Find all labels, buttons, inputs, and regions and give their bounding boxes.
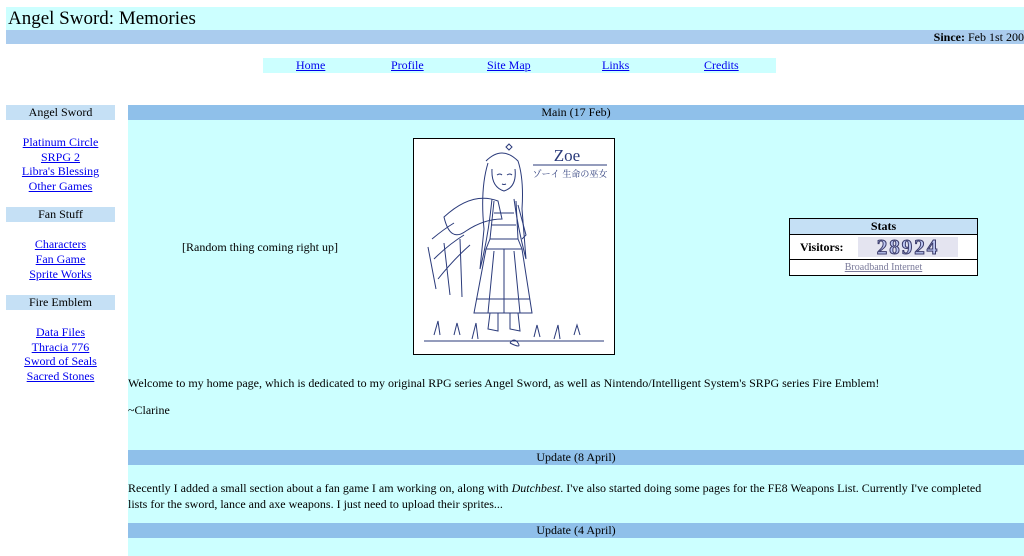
since-label: Since:	[933, 30, 965, 44]
update-8-april-text-end: . I've also started doing some pages for the FE8 Weapons List. Currently I've completed lists for the sword, lance and axe weapons. I just need to upload their sprites...	[128, 481, 982, 511]
sidebar-group-fan-stuff	[6, 222, 115, 295]
sidebar-link-data-files[interactable]: Data Files	[36, 325, 85, 340]
top-nav	[263, 58, 776, 73]
visitor-count-text: 28924	[876, 237, 940, 257]
sidebar-link-sprite-works[interactable]: Sprite Works	[29, 266, 92, 281]
visitor-counter	[858, 237, 958, 257]
section-header-update-4-april: Update (4 April)	[128, 523, 1024, 538]
nav-link-credits[interactable]: Credits	[704, 58, 739, 72]
welcome-text: Welcome to my home page, which is dedicated to my original RPG series Angel Sword, as well as Nintendo/Intelligent System's SRPG series Fire Emblem!	[128, 376, 880, 390]
sidebar-link-sword-of-seals[interactable]: Sword of Seals	[24, 354, 97, 369]
stats-title: Stats	[790, 219, 977, 235]
update-8-april-text-start: Recently I added a small section about a fan game I am working on, along with	[128, 481, 512, 495]
stats-box	[789, 218, 978, 276]
visitors-label: Visitors:	[800, 240, 844, 254]
zoe-name-text: Zoe	[553, 146, 581, 165]
since-bar	[6, 30, 1024, 44]
nav-link-site-map[interactable]: Site Map	[487, 58, 531, 72]
sidebar-link-fan-game[interactable]: Fan Game	[35, 251, 86, 266]
zoe-subtitle-text: ゾーイ 生命の巫女	[532, 170, 608, 180]
nav-link-home[interactable]: Home	[296, 58, 326, 72]
sidebar-group-fire-emblem	[6, 310, 115, 397]
random-thing-text: [Random thing coming right up]	[182, 240, 338, 254]
stats-footer	[790, 260, 977, 276]
sidebar-link-thracia-776[interactable]: Thracia 776	[31, 339, 90, 354]
site-title: Angel Sword: Memories	[6, 7, 1024, 30]
dutchbest-italic: Dutchbest	[511, 481, 561, 495]
nav-link-links[interactable]: Links	[602, 58, 630, 72]
sidebar-link-other-games[interactable]: Other Games	[28, 178, 93, 193]
nav-link-profile[interactable]: Profile	[391, 58, 424, 72]
sidebar-header-fan-stuff: Fan Stuff	[6, 207, 115, 222]
sidebar	[6, 105, 115, 398]
sidebar-link-platinum-circle[interactable]: Platinum Circle	[22, 135, 99, 149]
main-content	[128, 105, 1024, 556]
character-drawing	[413, 138, 615, 355]
sidebar-link-libras-blessing[interactable]: Libra's Blessing	[21, 164, 100, 179]
broadband-internet-link[interactable]: Broadband Internet	[844, 262, 923, 273]
zoe-sketch-image	[414, 139, 614, 354]
sidebar-header-angel-sword: Angel Sword	[6, 105, 115, 120]
section-header-main: Main (17 Feb)	[128, 105, 1024, 120]
signature-text: ~Clarine	[128, 403, 170, 417]
sidebar-group-angel-sword	[6, 120, 115, 207]
since-date: Feb 1st 200	[967, 30, 1024, 44]
sidebar-header-fire-emblem: Fire Emblem	[6, 295, 115, 310]
sidebar-link-characters[interactable]: Characters	[34, 237, 87, 252]
sidebar-link-srpg-2[interactable]: SRPG 2	[40, 149, 81, 164]
section-header-update-8-april: Update (8 April)	[128, 450, 1024, 465]
update-8-april-text	[128, 480, 998, 512]
sidebar-link-sacred-stones[interactable]: Sacred Stones	[26, 368, 95, 383]
visitors-row	[790, 235, 977, 260]
